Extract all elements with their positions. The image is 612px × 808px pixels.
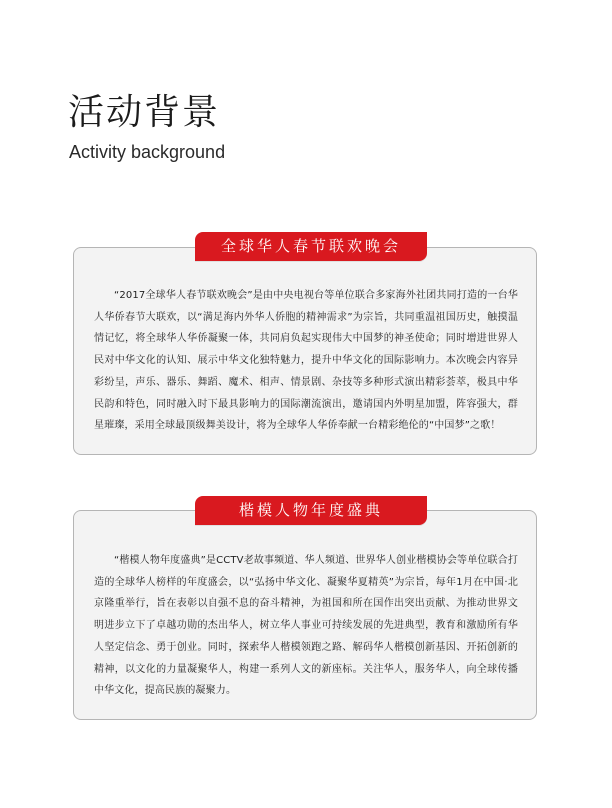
section-body-role-model-ceremony: “楷模人物年度盛典”是CCTV老故事频道、华人频道、世界华人创业楷模协会等单位联合打造的全球华人榜样的年度盛会，以“弘扬中华文化、凝聚华夏精英”为宗旨，每年1月在中国·北京隆重举行，旨在表彰以自强不息的奋斗精神，为祖国和所在国作出突出贡献、为推动世界文明进步立下了卓越功勋的杰出华人，树立华人事业可持续发展的先进典型，教育和激励所有华人坚定信念、勇于创业。同时，探索华人楷模领跑之路、解码华人楷模创新基因、开拓创新的精神，以文化的力量凝聚华人，构建一系列人文的新座标。关注华人，服务华人，向全球传播中华文化，提高民族的凝聚力。 [94,555,518,697]
section-heading-role-model-ceremony: 楷模人物年度盛典 [195,496,427,525]
page-title: 活动背景 [68,92,221,133]
page-subtitle: Activity background [69,142,226,162]
section-body-spring-gala: “2017全球华人春节联欢晚会”是由中央电视台等单位联合多家海外社团共同打造的一台华人华侨春节大联欢，以“满足海内外华人侨胞的精神需求”为宗旨，共同重温祖国历史，触摸温情记忆，将全球华人华侨凝聚一体，共同肩负起实现伟大中国梦的神圣使命；同时增进世界人民对中华文化的认知、展示中华文化独特魅力，提升中华文化的国际影响力。本次晚会内容异彩纷呈，声乐、器乐、舞蹈、魔术、相声、情景剧、杂技等多种形式演出精彩荟萃，极具中华民韵和特色，同时融入时下最具影响力的国际潮流演出，邀请国内外明星加盟，阵容强大，群星璀璨，采用全球最顶级舞美设计，将为全球华人华侨奉献一台精彩绝伦的“中国梦”之歌！ [94,290,518,432]
section-heading-spring-gala: 全球华人春节联欢晚会 [195,232,427,261]
